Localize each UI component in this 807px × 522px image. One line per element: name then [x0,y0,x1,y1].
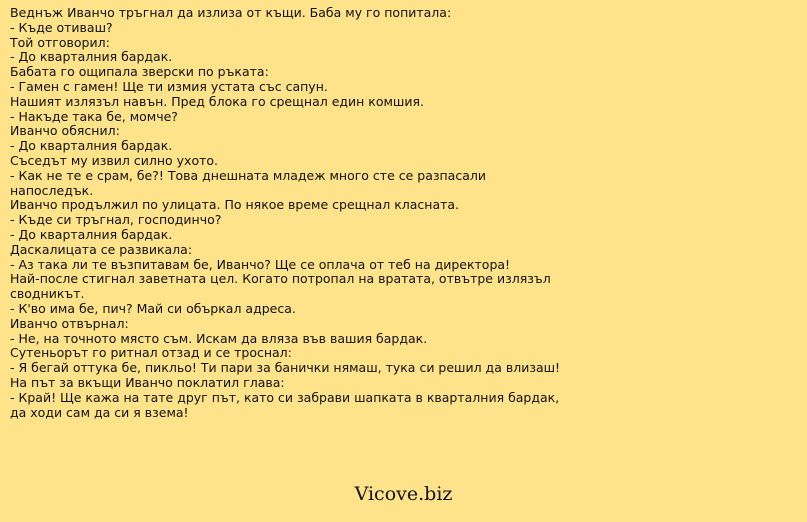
joke-line: - Не, на точното място съм. Искам да вляза във вашия бардак. [10,330,428,346]
joke-line: Даскалицата се развикала: [10,241,193,257]
joke-line: - Къде си тръгнал, господинчо? [10,212,222,228]
joke-line: - Край! Ще кажа на тате друг път, като си забрави шапката в кварталния бардак, да ходи сам да си я взема! [10,389,560,420]
joke-line: Иванчо отвърнал: [10,315,129,331]
joke-line: - Къде отиваш? [10,19,113,35]
joke-line: Веднъж Иванчо тръгнал да излиза от къщи. Баба му го попитала: [10,5,452,20]
joke-text [10,6,570,420]
joke-line: - Аз така ли те възпитавам бе, Иванчо? Ще се оплача от теб на директора! [10,256,511,272]
joke-line: Бабата го ощипала зверски по ръката: [10,64,269,80]
site-footer: Vicove.biz [354,483,453,505]
joke-line: - До кварталния бардак. [10,226,173,242]
joke-line: - Как не те е срам, бе?! Това днешната младеж много сте се разпасали напоследък. [10,167,486,198]
joke-line: Той отговорил: [10,34,110,50]
joke-line: - Я бегай оттука бе, пикльо! Ти пари за банички нямаш, тука си решил да влизаш! [10,360,561,376]
joke-line: Сутеньорът го ритнал отзад и се троснал: [10,345,292,361]
joke-line: - До кварталния бардак. [10,138,173,154]
joke-line: - Гамен с гамен! Ще ти измия устата със сапун. [10,78,328,94]
joke-line: На път за вкъщи Иванчо поклатил глава: [10,374,285,390]
joke-line: - Накъде така бе, момче? [10,108,178,124]
joke-line: - До кварталния бардак. [10,49,173,65]
joke-line: Най-после стигнал заветната цел. Когато потропал на вратата, отвътре излязъл сводникът. [10,271,551,302]
joke-line: - К'во има бе, пич? Май си объркал адреса. [10,300,296,316]
joke-line: Иванчо продължил по улицата. По някое време срещнал класната. [10,197,460,213]
joke-line: Иванчо обяснил: [10,123,120,139]
joke-line: Нашият излязъл навън. Пред блока го срещнал един комшия. [10,93,424,109]
joke-line: Съседът му извил силно ухото. [10,152,219,168]
